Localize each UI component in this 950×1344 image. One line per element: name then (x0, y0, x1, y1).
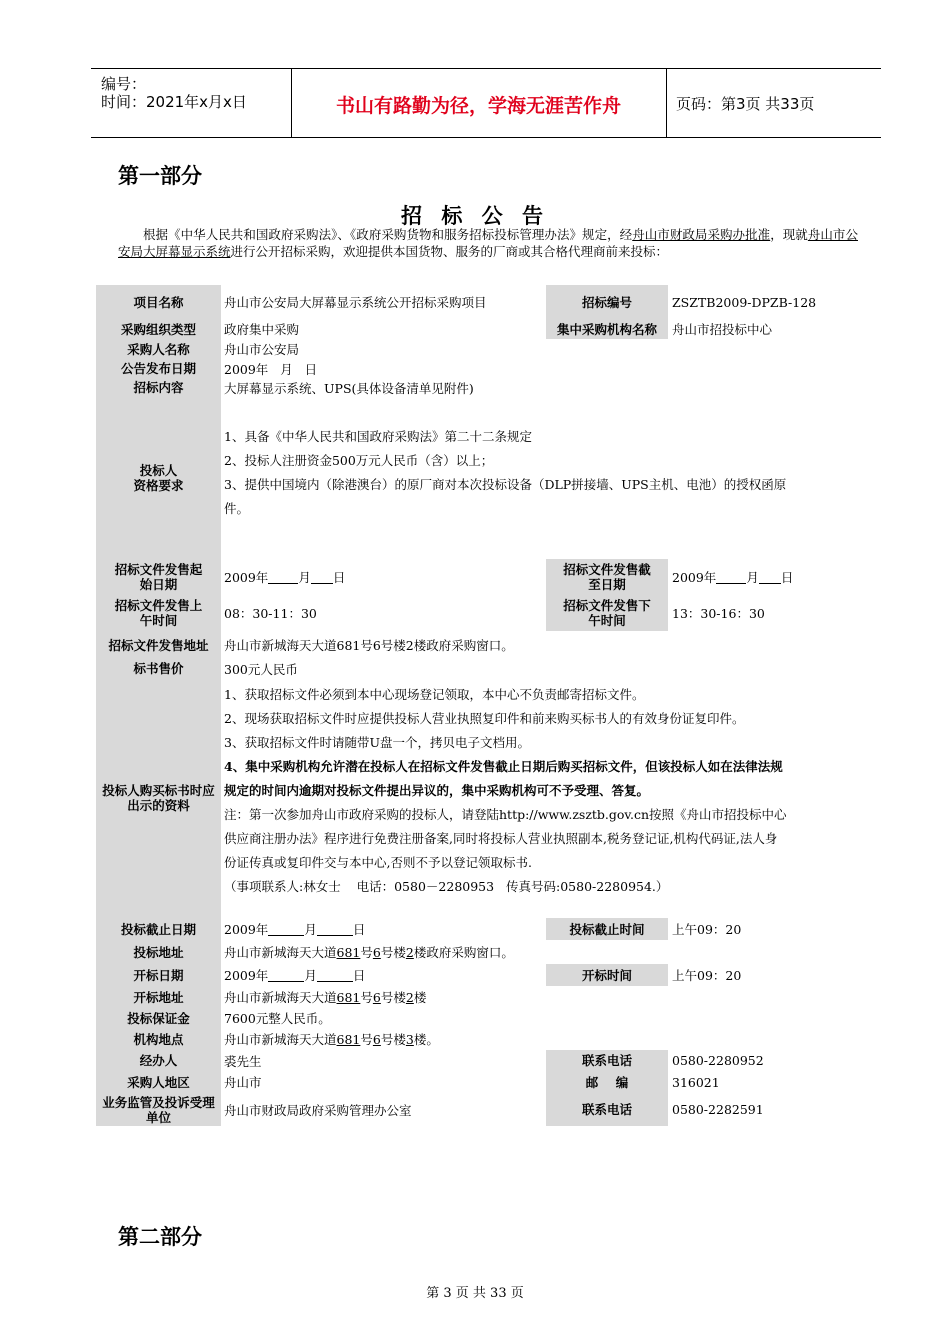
table-row (96, 1071, 880, 1093)
bid-no: ZSZTB2009-DPZB-128 (672, 294, 817, 310)
central-org-label: 集中采购机构名称 (546, 319, 668, 339)
intro-text: ，现就 (770, 227, 808, 242)
table-row (96, 964, 880, 986)
qualification-list (224, 425, 880, 521)
org-type-label: 采购组织类型 (96, 319, 221, 339)
buyer-region-label: 采购人地区 (96, 1071, 221, 1093)
table-row (96, 1050, 880, 1071)
org-type: 政府集中采购 (224, 322, 300, 337)
buyer: 舟山市公安局 (224, 342, 300, 357)
project-name: 舟山市公安局大屏幕显示系统公开招标采购项目 (224, 295, 487, 310)
sale-start-date: 2009年 月 日 (224, 570, 346, 585)
price: 300元人民币 (224, 661, 298, 677)
part-one-heading: 第一部分 (118, 164, 202, 188)
list-item: 份证传真或复印件交与本中心,否则不予以登记领取标书. (224, 855, 532, 870)
sale-am-time: 08：30-11：30 (224, 606, 317, 621)
table-row (96, 940, 880, 964)
sale-addr-label: 招标文件发售地址 (96, 631, 221, 659)
deadline-label: 投标截止日期 (96, 918, 221, 940)
page-header (91, 68, 881, 138)
sale-pm-label: 招标文件发售下午时间 (546, 595, 668, 631)
sale-addr: 舟山市新城海天大道681号6号楼2楼政府采购窗口。 (224, 638, 514, 653)
supervisor-label: 业务监管及投诉受理单位 (96, 1093, 221, 1126)
list-item: 1、具备《中华人民共和国政府采购法》第二十二条规定 (224, 429, 532, 444)
agency-addr-label: 机构地点 (96, 1028, 221, 1050)
header-motto: 书山有路勤为径，学海无涯苦作舟 (335, 95, 621, 117)
open-time: 上午09：20 (672, 968, 742, 983)
bid-addr-label: 投标地址 (96, 940, 221, 964)
deadline-date: 2009年 月 日 (224, 922, 366, 937)
list-item: 3、获取招标文件时请随带U盘一个，拷贝电子文档用。 (224, 735, 530, 750)
qualification-label-line: 投标人 (139, 463, 178, 478)
list-item: 注：第一次参加舟山市政府采购的投标人，请登陆http://www.zsztb.gov.cn按照《舟山市招投标中心 (224, 807, 787, 822)
page-footer: 第 3 页 共 33 页 (426, 1286, 524, 1301)
table-row (96, 1093, 880, 1126)
notice-title: 招 标 公 告 (401, 204, 549, 228)
docs-list (224, 683, 880, 899)
table-row (96, 339, 880, 359)
buyer-label: 采购人名称 (96, 339, 221, 359)
list-item: 供应商注册办法》程序进行免费注册备案,同时将投标人营业执照副本,税务登记证,机构代码证,法人身 (224, 831, 778, 846)
document-number-label: 编号： (101, 75, 147, 93)
deposit-label: 投标保证金 (96, 1008, 221, 1028)
part-two-heading: 第二部分 (118, 1225, 202, 1249)
table-row (96, 631, 880, 659)
table-row (96, 319, 880, 339)
deadline-time-label: 投标截止时间 (546, 918, 668, 940)
open-addr-label: 开标地址 (96, 986, 221, 1008)
sale-pm-time: 13：30-16：30 (672, 606, 765, 621)
publish-date-label: 公告发布日期 (96, 359, 221, 378)
content-label: 招标内容 (96, 378, 221, 397)
agency-addr: 舟山市新城海天大道 681 号 6 号楼 3 楼。 (224, 1031, 439, 1047)
intro-paragraph (118, 226, 858, 260)
buyer-region: 舟山市 (224, 1075, 262, 1090)
list-item: 规定的时间内逾期对投标文件提出异议的，集中采购机构可不予受理、答复。 (224, 783, 650, 798)
header-divider (666, 69, 667, 137)
central-org: 舟山市招投标中心 (672, 322, 773, 337)
phone2-label: 联系电话 (546, 1093, 668, 1126)
table-row (96, 359, 880, 378)
open-date: 2009年 月 日 (224, 968, 366, 983)
list-item: 2、现场获取招标文件时应提供投标人营业执照复印件和前来购买标书人的有效身份证复印件。 (224, 711, 745, 726)
table-row (96, 285, 880, 319)
qualification-label (96, 397, 221, 559)
intro-text: 进行公开招标采购，欢迎提供本国货物、服务的厂商或其合格代理商前来投标： (230, 244, 669, 259)
handler-label: 经办人 (96, 1050, 221, 1071)
list-item: 3、提供中国境内（除港澳台）的原厂商对本次投标设备（DLP拼接墙、UPS主机、电池）的授权函原 (224, 477, 787, 492)
table-row (96, 678, 880, 918)
intro-approver: 舟山市财政局采购办批准 (632, 227, 771, 242)
zip-label: 邮 编 (546, 1071, 668, 1093)
contact-note: （事项联系人:林女士 电话：0580－2280953 传真号码:0580-2280954.） (224, 879, 669, 894)
project-name-label: 项目名称 (96, 285, 221, 319)
bid-addr: 舟山市新城海天大道 681 号 6 号楼 2 楼政府采购窗口。 (224, 944, 514, 960)
open-date-label: 开标日期 (96, 964, 221, 986)
bid-no-label: 招标编号 (546, 285, 668, 319)
list-item: 4、集中采购机构允许潜在投标人在招标文件发售截止日期后购买招标文件，但该投标人如在法律法规 (224, 759, 783, 774)
list-item: 2、投标人注册资金500万元人民币（含）以上； (224, 453, 494, 468)
table-row (96, 659, 880, 678)
publish-date: 2009年 月 日 (224, 361, 318, 377)
table-row (96, 918, 880, 940)
list-item: 1、获取招标文件必须到本中心现场登记领取，本中心不负责邮寄招标文件。 (224, 687, 645, 702)
deadline-time: 上午09：20 (672, 922, 742, 937)
supervisor: 舟山市财政局政府采购管理办公室 (224, 1102, 412, 1118)
sale-end-date: 2009年 月 日 (672, 570, 794, 585)
sale-start-label: 招标文件发售起始日期 (96, 559, 221, 595)
document-time: 时间：2021年x月x日 (101, 93, 247, 111)
open-addr: 舟山市新城海天大道 681 号 6 号楼 2 楼 (224, 989, 427, 1005)
table-row (96, 1028, 880, 1050)
content: 大屏幕显示系统、UPS(具体设备清单见附件) (224, 380, 474, 396)
table-row (96, 986, 880, 1008)
docs-label: 投标人购买标书时应出示的资料 (96, 678, 221, 918)
phone-label: 联系电话 (546, 1050, 668, 1071)
intro-text: 根据《中华人民共和国政府采购法》、《政府采购货物和服务招标投标管理办法》规定，经 (143, 227, 633, 242)
table-row (96, 595, 880, 631)
handler: 裘先生 (224, 1053, 262, 1069)
sale-am-label: 招标文件发售上午时间 (96, 595, 221, 631)
list-item: 件。 (224, 501, 250, 516)
page-code: 页码：第3页 共33页 (676, 95, 815, 113)
sale-end-label: 招标文件发售截至日期 (546, 559, 668, 595)
table-row (96, 397, 880, 559)
price-label: 标书售价 (96, 659, 221, 678)
phone: 0580-2280952 (672, 1053, 764, 1068)
zip: 316021 (672, 1074, 720, 1090)
open-time-label: 开标时间 (546, 964, 668, 986)
table-row (96, 378, 880, 397)
intro-project: 舟山市公安局大屏幕显示系统 (118, 227, 858, 259)
table-row (96, 1008, 880, 1028)
table-row (96, 559, 880, 595)
qualification-label-line: 资格要求 (133, 478, 184, 493)
phone2: 0580-2282591 (672, 1102, 764, 1117)
deposit: 7600元整人民币。 (224, 1011, 331, 1026)
